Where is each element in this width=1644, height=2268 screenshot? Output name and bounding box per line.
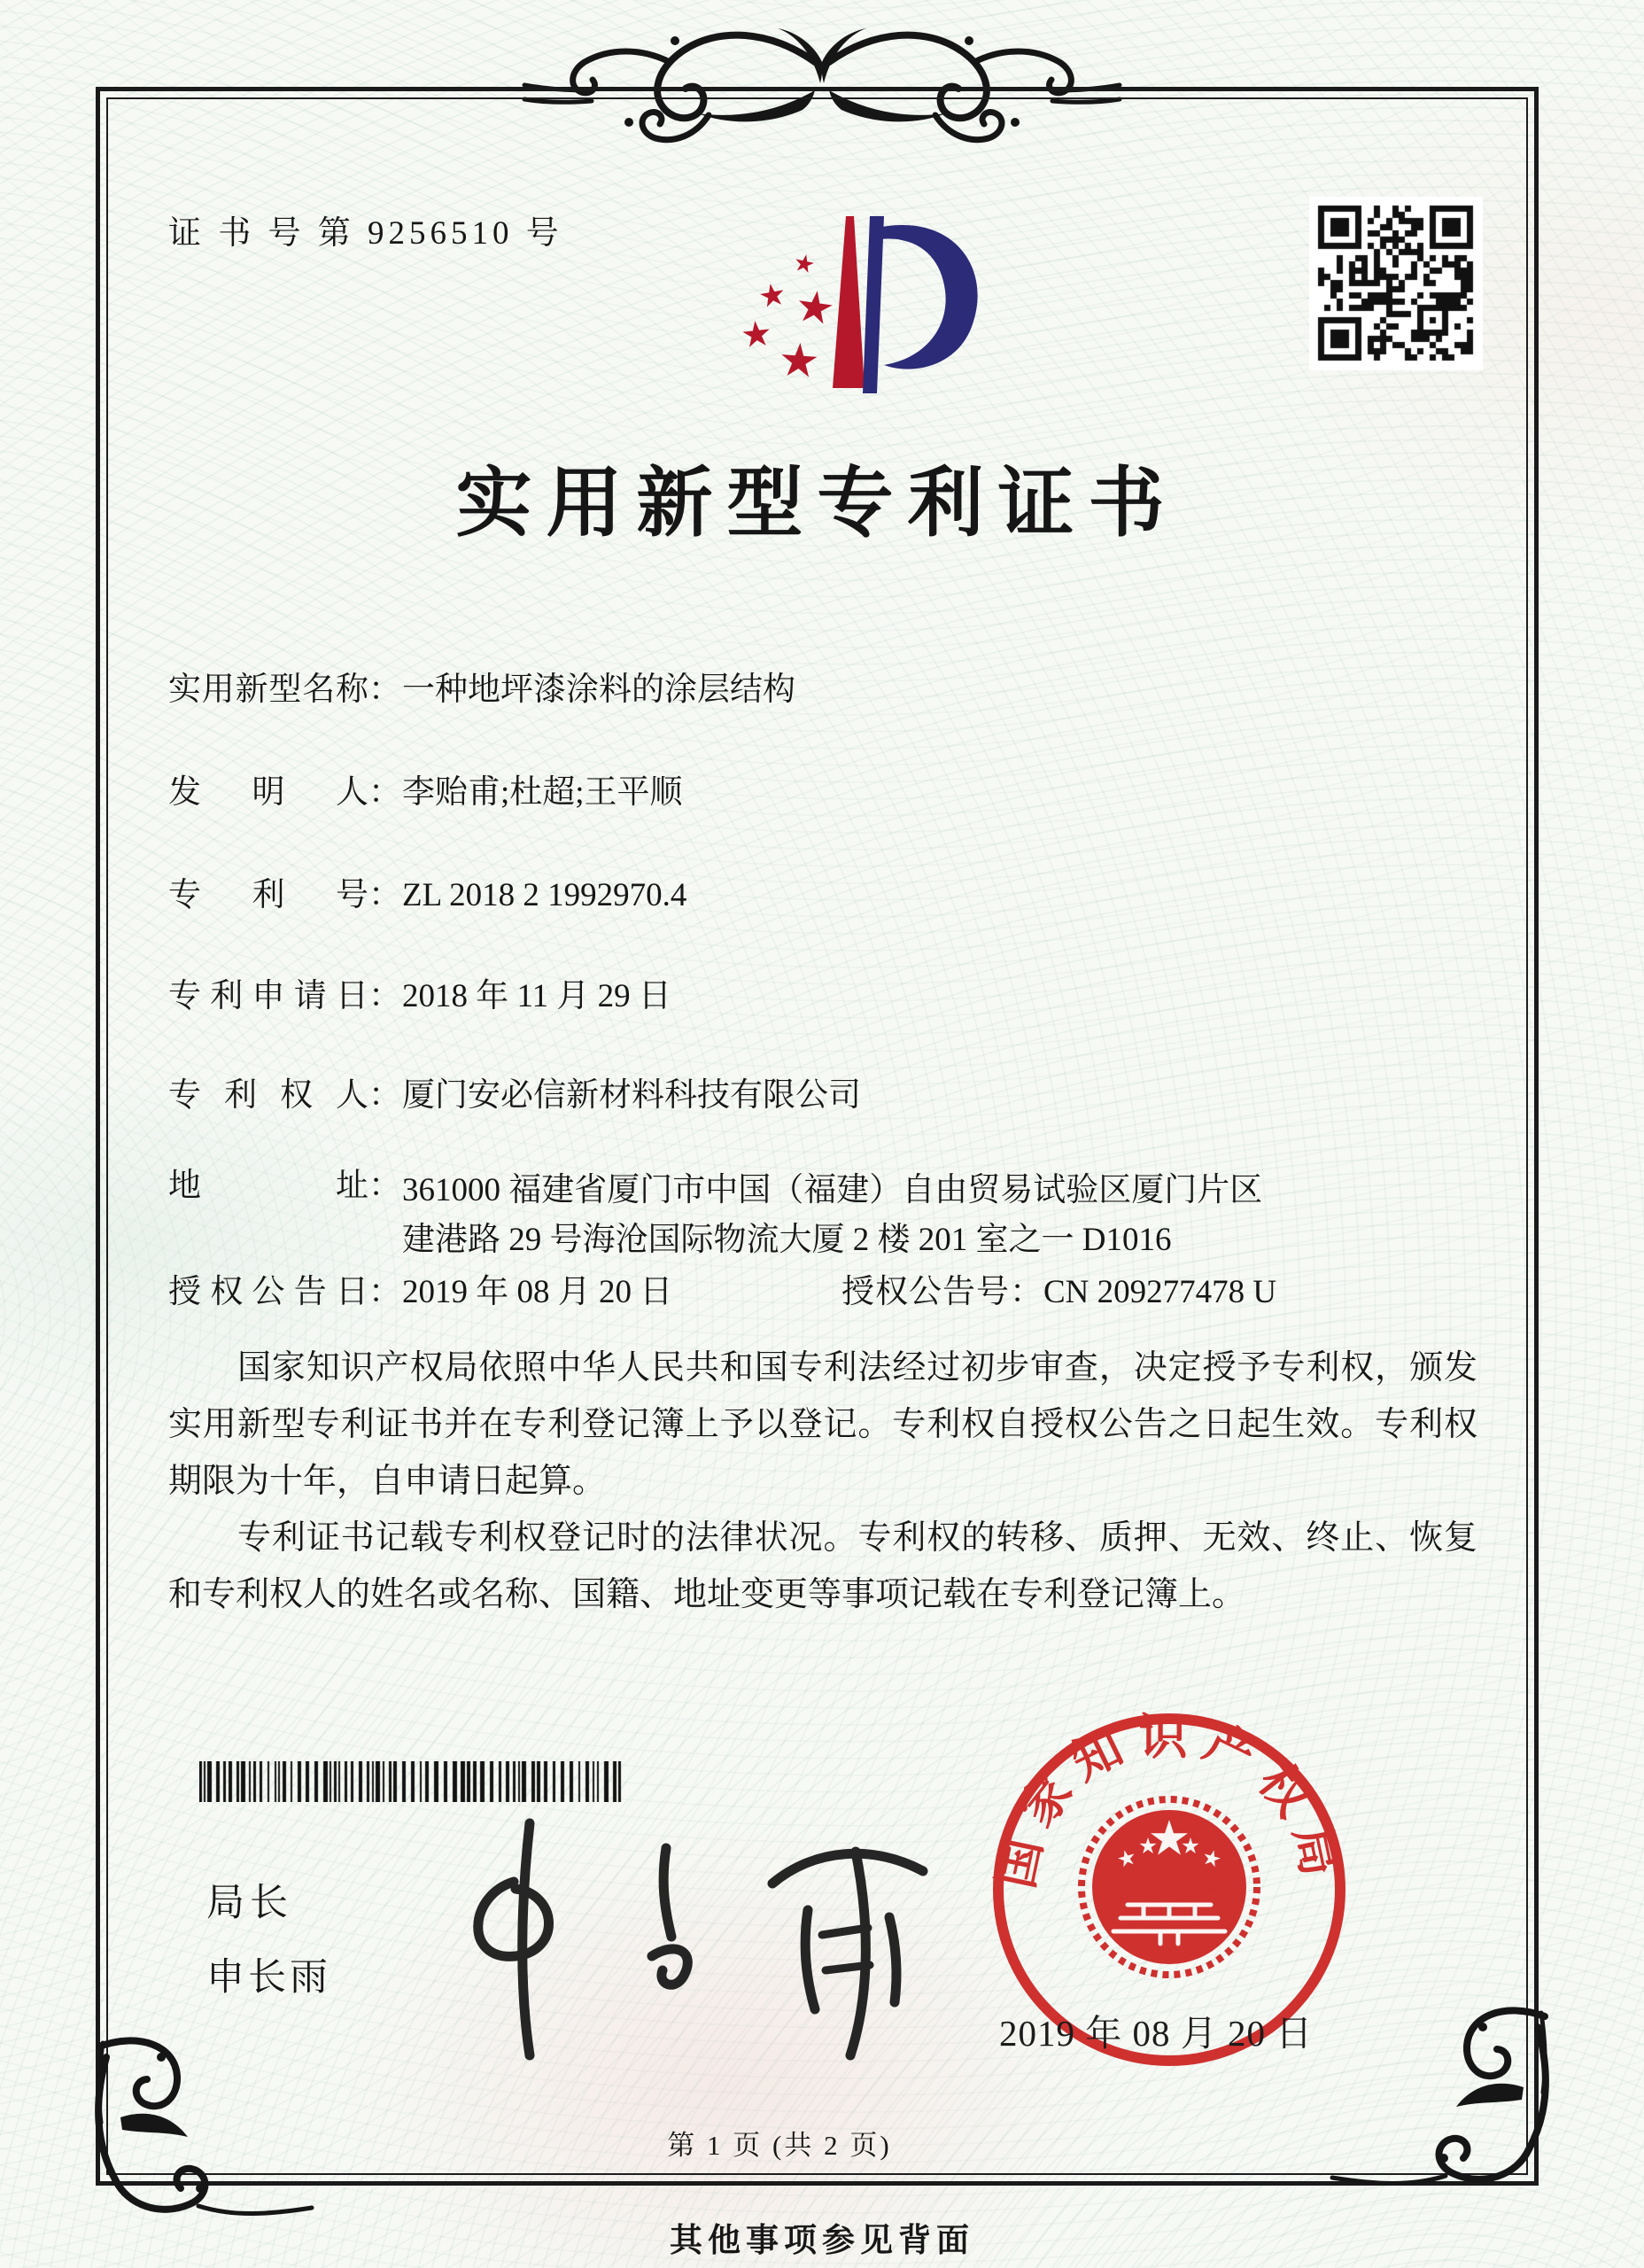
logo-red-wedge [833,216,865,388]
field-label: 发明人 [168,774,368,811]
field-inventors [168,773,683,813]
field-colon: ： [368,1274,401,1310]
director-name: 申长雨 [206,1957,331,1999]
director-signature-handwriting [372,1797,992,2071]
logo-stars [741,252,834,377]
field-colon: ： [368,672,401,708]
field-address [168,1166,1283,1265]
field-colon: ： [368,1168,401,1204]
field-value: 2019 年 08 月 20 日 [402,1274,673,1310]
logo-blue-p [863,216,978,393]
field-utility-model-name [168,670,795,711]
field-value: 361000 福建省厦门市中国（福建）自由贸易试验区厦门片区建港路 29 号海沧国际物流大厦 2 楼 201 室之一 D1016 [402,1172,1263,1258]
field-label: 专利号 [168,877,368,913]
field-value: 2018 年 11 月 29 日 [402,978,671,1014]
field-patentee [168,1076,861,1116]
legal-paragraph-1: 国家知识产权局依照中华人民共和国专利法经过初步审查，决定授予专利权，颁发实用新型专利证书并在专利登记簿上予以登记。专利权自授权公告之日起生效。专利权期限为十年，自申请日起算。 [168,1349,1477,1500]
field-value: CN 209277478 U [1043,1274,1277,1310]
certificate-number: 证 书 号 第 9256510 号 [168,215,563,252]
field-value: 厦门安必信新材料科技有限公司 [402,1077,861,1114]
field-grant-date [168,1272,672,1313]
bottom-left-corner-flourish [76,2031,317,2243]
certificate-title: 实用新型专利证书 [455,461,1179,546]
field-label: 授权公告日 [168,1274,368,1310]
qr-code [1309,197,1483,370]
cnipa-logo [700,191,1001,429]
seal-grant-date: 2019 年 08 月 20 日 [999,2013,1314,2054]
seal-ring-text: 国家知识产权局 [989,1710,1350,1893]
field-value: 一种地坪漆涂料的涂层结构 [402,672,795,708]
page-number: 第 1 页 (共 2 页) [667,2130,892,2161]
field-label: 实用新型名称 [168,672,368,708]
field-patent-number [168,875,686,916]
field-colon: ： [368,877,401,913]
legal-text [168,1340,1477,1623]
field-grant-number [841,1272,1276,1313]
field-colon: ： [368,978,401,1014]
field-filing-date [168,976,671,1017]
field-label: 专利权人 [168,1077,368,1114]
seal-national-emblem [1082,1799,1257,1975]
field-value: 李贻甫;杜超;王平顺 [402,774,683,811]
see-reverse-note: 其他事项参见背面 [670,2223,974,2259]
field-colon: ： [1010,1274,1043,1310]
field-label: 授权公告号 [841,1274,1010,1310]
field-colon: ： [368,1077,401,1114]
field-label: 专利申请日 [168,978,368,1014]
field-colon: ： [368,774,401,811]
field-label: 地址 [168,1168,368,1204]
director-title-label: 局长 [206,1883,293,1924]
bottom-right-corner-flourish [1327,2000,1568,2213]
legal-paragraph-2: 专利证书记载专利权登记时的法律状况。专利权的转移、质押、无效、终止、恢复和专利权人的姓名或名称、国籍、地址变更等事项记载在专利登记簿上。 [168,1519,1477,1613]
field-value: ZL 2018 2 1992970.4 [402,877,687,913]
